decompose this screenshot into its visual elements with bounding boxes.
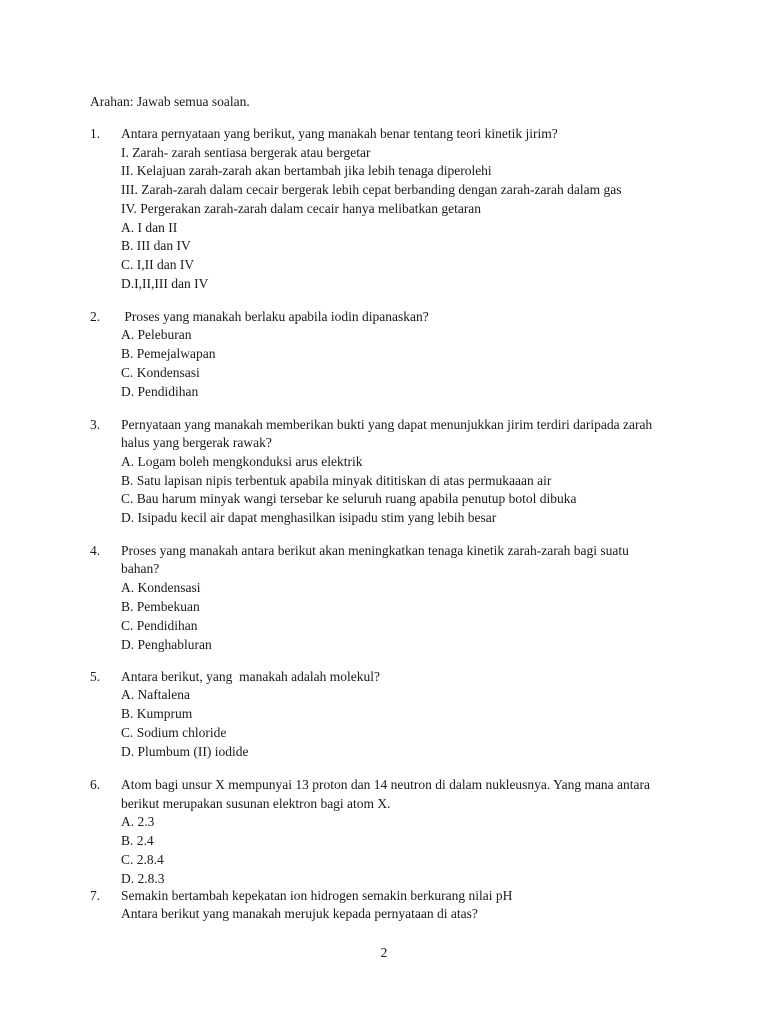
question-stem: Atom bagi unsur X mempunyai 13 proton dan 14 neutron di dalam nukleusnya. Yang mana antara bbox=[121, 777, 651, 792]
question-stem: bahan? bbox=[121, 561, 160, 576]
option: A. Logam boleh mengkonduksi arus elektrik bbox=[121, 454, 363, 469]
option: B. III dan IV bbox=[121, 238, 191, 253]
page-number: 2 bbox=[380, 945, 388, 960]
statement: IV. Pergerakan zarah-zarah dalam cecair hanya melibatkan getaran bbox=[121, 201, 482, 216]
option: B. Pemejalwapan bbox=[121, 346, 216, 361]
option: C. Pendidihan bbox=[121, 618, 198, 633]
option: D. Penghabluran bbox=[121, 637, 212, 652]
instruction-text: Arahan: Jawab semua soalan. bbox=[90, 94, 250, 109]
statement: II. Kelajuan zarah-zarah akan bertambah jika lebih tenaga diperolehi bbox=[121, 163, 492, 178]
option: D. Isipadu kecil air dapat menghasilkan isipadu stim yang lebih besar bbox=[121, 510, 497, 525]
option: C. Kondensasi bbox=[121, 365, 200, 380]
option: A. Naftalena bbox=[121, 687, 190, 702]
option: A. I dan II bbox=[121, 220, 178, 235]
option: D. Plumbum (II) iodide bbox=[121, 744, 249, 759]
option: B. Satu lapisan nipis terbentuk apabila minyak dititiskan di atas permukaaan air bbox=[121, 473, 552, 488]
question-stem: Antara berikut, yang manakah adalah molekul? bbox=[121, 669, 381, 684]
option: A. Peleburan bbox=[121, 327, 192, 342]
question-number: 2. bbox=[90, 309, 101, 324]
question-stem: halus yang bergerak rawak? bbox=[121, 435, 272, 450]
question-number: 7. bbox=[90, 888, 101, 903]
question-stem: Proses yang manakah berlaku apabila iodin dipanaskan? bbox=[121, 309, 429, 324]
question-stem: Antara pernyataan yang berikut, yang manakah benar tentang teori kinetik jirim? bbox=[121, 126, 558, 141]
question-number: 6. bbox=[90, 777, 101, 792]
question-number: 3. bbox=[90, 417, 101, 432]
statement: I. Zarah- zarah sentiasa bergerak atau bergetar bbox=[121, 145, 371, 160]
option: B. Pembekuan bbox=[121, 599, 200, 614]
option: C. Sodium chloride bbox=[121, 725, 227, 740]
question-number: 4. bbox=[90, 543, 101, 558]
question-stem: berikut merupakan susunan elektron bagi atom X. bbox=[121, 796, 391, 811]
option: A. Kondensasi bbox=[121, 580, 201, 595]
option: C. 2.8.4 bbox=[121, 852, 164, 867]
question-stem: Antara berikut yang manakah merujuk kepada pernyataan di atas? bbox=[121, 906, 478, 921]
option: D. 2.8.3 bbox=[121, 871, 165, 886]
question-stem: Proses yang manakah antara berikut akan meningkatkan tenaga kinetik zarah-zarah bagi suatu bbox=[121, 543, 629, 558]
statement: III. Zarah-zarah dalam cecair bergerak lebih cepat berbanding dengan zarah-zarah dalam gas bbox=[121, 182, 622, 197]
option: D.I,II,III dan IV bbox=[121, 276, 209, 291]
question-stem: Pernyataan yang manakah memberikan bukti yang dapat menunjukkan jirim terdiri daripada zarah bbox=[121, 417, 653, 432]
question-stem: Semakin bertambah kepekatan ion hidrogen semakin berkurang nilai pH bbox=[121, 888, 513, 903]
question-number: 5. bbox=[90, 669, 101, 684]
option: B. 2.4 bbox=[121, 833, 154, 848]
option: C. Bau harum minyak wangi tersebar ke seluruh ruang apabila penutup botol dibuka bbox=[121, 491, 577, 506]
option: D. Pendidihan bbox=[121, 384, 199, 399]
option: B. Kumprum bbox=[121, 706, 193, 721]
option: A. 2.3 bbox=[121, 814, 155, 829]
question-number: 1. bbox=[90, 126, 101, 141]
option: C. I,II dan IV bbox=[121, 257, 195, 272]
